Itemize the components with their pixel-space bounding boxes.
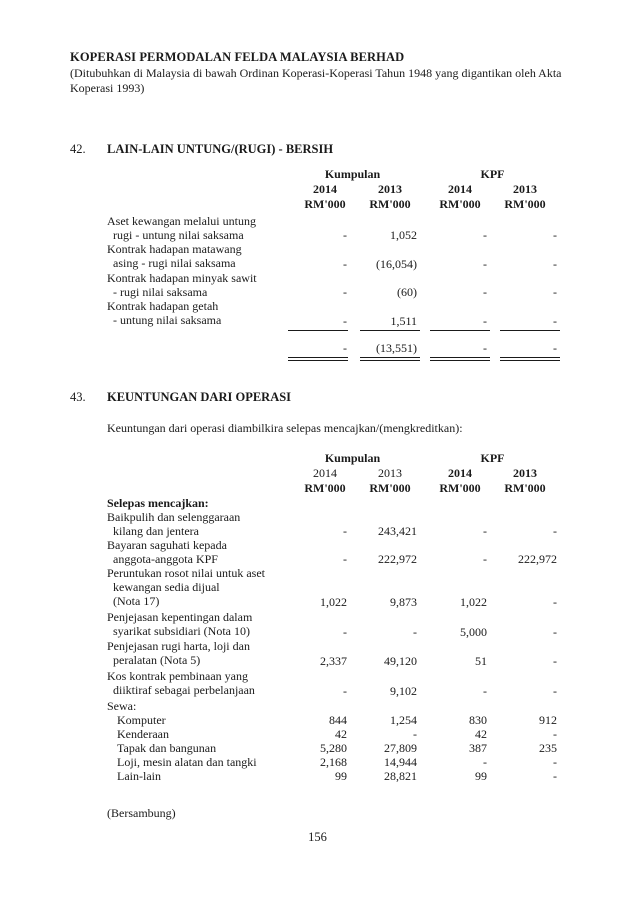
note-42-row-label: Kontrak hadapan matawang asing - rugi nilai saksama — [107, 242, 242, 271]
sewa-value: - — [413, 727, 417, 741]
note-42-value: - — [483, 285, 487, 299]
note-43-value: 243,421 — [378, 524, 417, 538]
note-42-row-label: Kontrak hadapan minyak sawit - rugi nilai saksama — [107, 271, 257, 300]
note-43-value: - — [343, 684, 347, 698]
note-42-number: 42. — [70, 142, 86, 156]
sewa-value: 387 — [469, 741, 487, 755]
note-43-unit-1: RM'000 — [304, 481, 346, 495]
note-42-value: - — [343, 314, 347, 328]
note-42-header-kumpulan: Kumpulan — [324, 167, 381, 181]
subtotal-rule — [500, 330, 560, 331]
total-double-rule — [360, 357, 420, 361]
sewa-value: 99 — [475, 769, 487, 783]
subtotal-rule — [360, 330, 420, 331]
note-43-value: 9,873 — [390, 595, 417, 609]
sewa-value: 2,168 — [320, 755, 347, 769]
total-double-rule — [288, 357, 348, 361]
note-42-unit-2: RM'000 — [369, 197, 411, 211]
note-43-value: 222,972 — [378, 552, 417, 566]
note-42-value: - — [483, 228, 487, 242]
note-42-total: - — [343, 341, 347, 355]
note-43-value: 2,337 — [320, 654, 347, 668]
note-43-value: 51 — [475, 654, 487, 668]
note-43-value: - — [343, 625, 347, 639]
note-43-value: - — [483, 524, 487, 538]
note-43-row-label: Bayaran saguhati kepada anggota-anggota KPF — [107, 538, 227, 567]
sewa-value: 27,809 — [384, 741, 417, 755]
note-43-value: - — [553, 625, 557, 639]
sewa-row-label: Kenderaan — [117, 727, 169, 741]
subtotal-rule — [288, 330, 348, 331]
note-43-value: - — [413, 625, 417, 639]
note-42-row-label: Kontrak hadapan getah - untung nilai saksama — [107, 299, 222, 328]
note-43-value: - — [553, 524, 557, 538]
note-42-title: LAIN-LAIN UNTUNG/(RUGI) - BERSIH — [107, 142, 334, 156]
note-43-row-label: Penjejasan rugi harta, loji dan peralatan (Nota 5) — [107, 639, 250, 668]
note-43-sewa-label: Sewa: — [107, 699, 137, 713]
note-43-value: - — [483, 684, 487, 698]
note-42-value: - — [553, 257, 557, 271]
sewa-value: 42 — [335, 727, 347, 741]
note-43-row-label: Peruntukan rosot nilai untuk aset kewangan sedia dijual (Nota 17) — [107, 566, 265, 609]
note-43-col-2013-k: 2013 — [513, 466, 537, 480]
sewa-value: 42 — [475, 727, 487, 741]
sewa-row-label: Komputer — [117, 713, 166, 727]
sewa-value: 235 — [539, 741, 557, 755]
note-42-col-2013-k: 2013 — [513, 182, 537, 196]
sewa-row-label: Tapak dan bangunan — [117, 741, 217, 755]
note-43-unit-2: RM'000 — [369, 481, 411, 495]
note-42-value: - — [343, 285, 347, 299]
note-43-row-label: Baikpulih dan selenggaraan kilang dan jentera — [107, 510, 241, 539]
continued-note: (Bersambung) — [107, 806, 176, 820]
note-43-number: 43. — [70, 390, 86, 404]
note-42-col-2013-g: 2013 — [378, 182, 402, 196]
sewa-row-label: Loji, mesin alatan dan tangki — [117, 755, 257, 769]
sewa-value: - — [483, 755, 487, 769]
organization-name: KOPERASI PERMODALAN FELDA MALAYSIA BERHAD — [70, 50, 405, 64]
sewa-value: 844 — [329, 713, 347, 727]
total-double-rule — [430, 357, 490, 361]
note-43-value: - — [343, 524, 347, 538]
sewa-value: - — [553, 727, 557, 741]
sewa-value: 912 — [539, 713, 557, 727]
organization-subtitle: (Ditubuhkan di Malaysia di bawah Ordinan Koperasi-Koperasi Tahun 1948 yang digantikan oleh Akta Koperasi 1993) — [70, 66, 562, 95]
note-42-value: - — [553, 314, 557, 328]
note-42-total: (13,551) — [376, 341, 417, 355]
note-43-row-label: Penjejasan kepentingan dalam syarikat subsidiari (Nota 10) — [107, 610, 253, 639]
note-42-value: (16,054) — [376, 257, 417, 271]
sewa-value: 830 — [469, 713, 487, 727]
note-43-title: KEUNTUNGAN DARI OPERASI — [107, 390, 292, 404]
note-42-total: - — [483, 341, 487, 355]
note-42-value: - — [483, 314, 487, 328]
note-42-total: - — [553, 341, 557, 355]
sewa-value: - — [553, 769, 557, 783]
note-42-value: (60) — [397, 285, 417, 299]
note-43-value: - — [483, 552, 487, 566]
note-43-header-kumpulan: Kumpulan — [324, 451, 381, 465]
note-43-value: - — [553, 654, 557, 668]
sewa-value: 5,280 — [320, 741, 347, 755]
sewa-value: 1,254 — [390, 713, 417, 727]
note-42-value: - — [553, 285, 557, 299]
total-double-rule — [500, 357, 560, 361]
note-43-unit-4: RM'000 — [504, 481, 546, 495]
note-43-col-2013-g: 2013 — [378, 466, 402, 480]
note-42-value: 1,511 — [390, 314, 417, 328]
note-43-col-2014-k: 2014 — [448, 466, 472, 480]
note-42-value: - — [343, 228, 347, 242]
note-42-value: - — [483, 257, 487, 271]
note-43-col-2014-g: 2014 — [313, 466, 337, 480]
note-43-value: - — [553, 595, 557, 609]
note-42-col-2014-g: 2014 — [313, 182, 337, 196]
note-43-value: 49,120 — [384, 654, 417, 668]
note-43-row-label: Kos kontrak pembinaan yang diiktiraf sebagai perbelanjaan — [107, 669, 255, 698]
note-43-value: 1,022 — [460, 595, 487, 609]
note-43-value: 222,972 — [518, 552, 557, 566]
note-42-value: 1,052 — [390, 228, 417, 242]
subtotal-rule — [430, 330, 490, 331]
note-42-col-2014-k: 2014 — [448, 182, 472, 196]
note-43-intro: Keuntungan dari operasi diambilkira selepas mencajkan/(mengkreditkan): — [107, 421, 463, 435]
note-42-unit-1: RM'000 — [304, 197, 346, 211]
note-43-section-label: Selepas mencajkan: — [107, 496, 209, 510]
sewa-value: 99 — [335, 769, 347, 783]
note-42-header-kpf: KPF — [480, 167, 505, 181]
note-42-row-label: Aset kewangan melalui untung rugi - untung nilai saksama — [107, 214, 256, 243]
note-42-unit-4: RM'000 — [504, 197, 546, 211]
note-43-value: 1,022 — [320, 595, 347, 609]
sewa-value: - — [553, 755, 557, 769]
note-43-value: - — [343, 552, 347, 566]
sewa-value: 28,821 — [384, 769, 417, 783]
page-number: 156 — [308, 830, 327, 844]
note-43-value: 9,102 — [390, 684, 417, 698]
note-42-unit-3: RM'000 — [439, 197, 481, 211]
sewa-row-label: Lain-lain — [117, 769, 161, 783]
note-42-value: - — [343, 257, 347, 271]
note-43-unit-3: RM'000 — [439, 481, 481, 495]
note-43-value: 5,000 — [460, 625, 487, 639]
note-43-header-kpf: KPF — [480, 451, 505, 465]
note-43-value: - — [553, 684, 557, 698]
note-42-value: - — [553, 228, 557, 242]
sewa-value: 14,944 — [384, 755, 417, 769]
